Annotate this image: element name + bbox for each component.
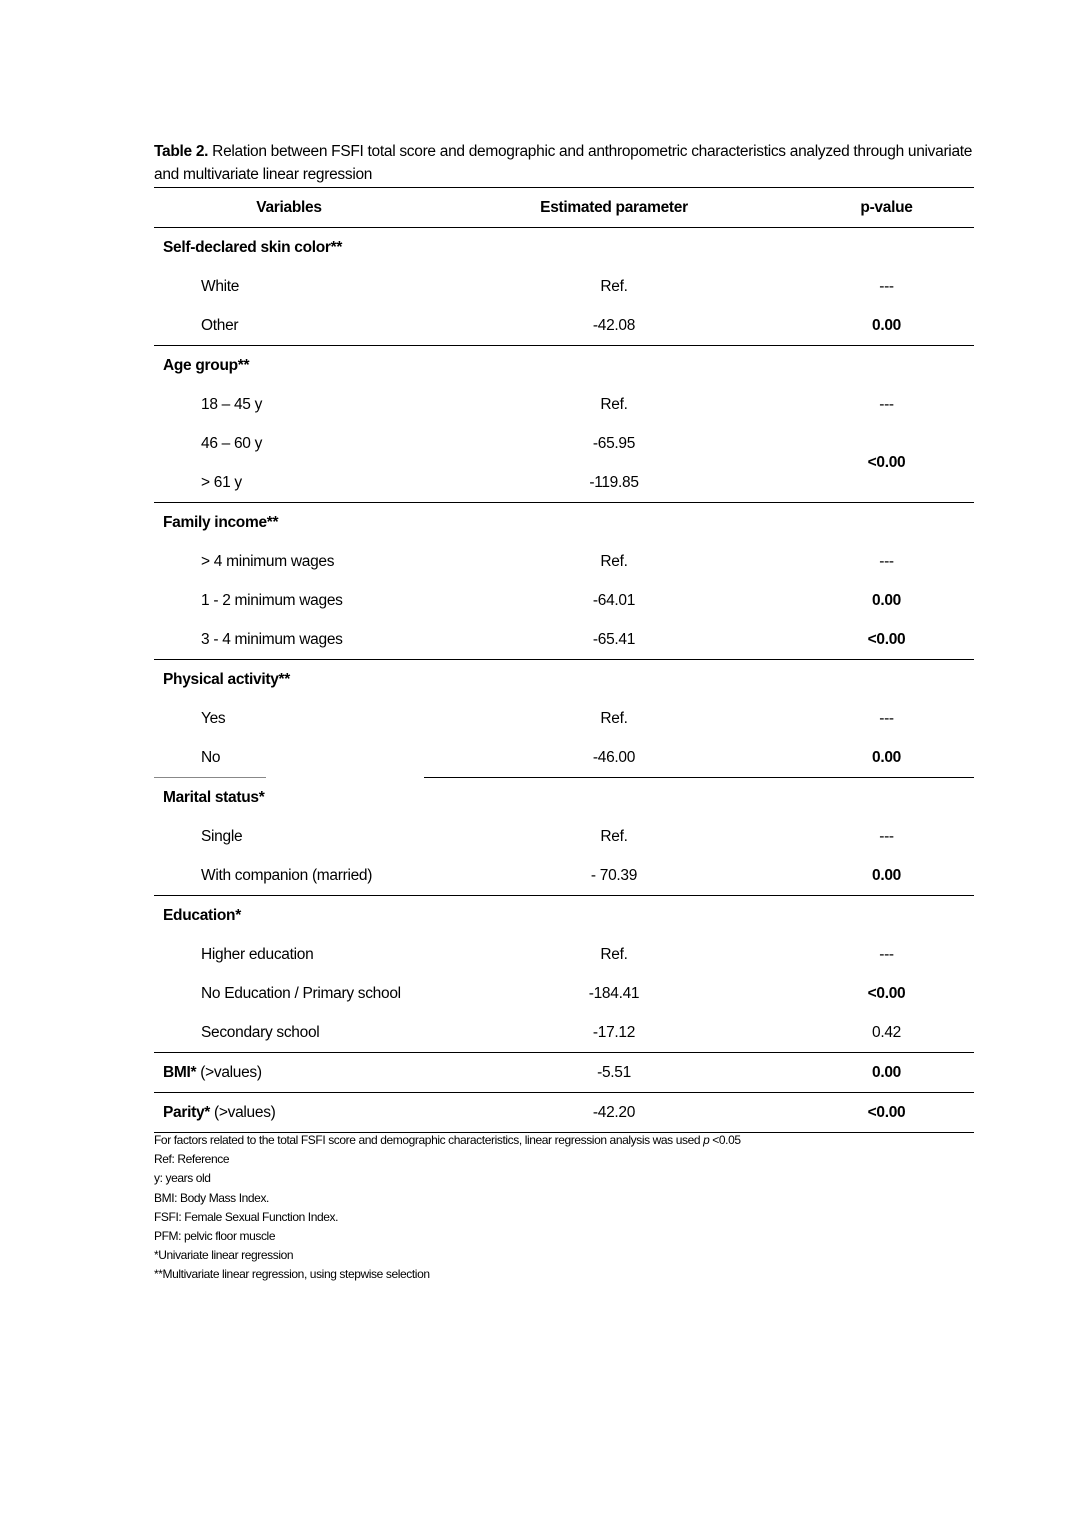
group-title: Family income** — [163, 514, 279, 531]
row-estimate: - 70.39 — [590, 867, 638, 884]
row-pvalue: --- — [879, 278, 894, 295]
table-row-parity — [154, 1093, 974, 1132]
row-estimate: -42.08 — [592, 317, 636, 334]
row-pvalue: <0.00 — [867, 985, 906, 1002]
merged-pvalue: <0.00 — [867, 454, 906, 471]
parity-title: Parity* — [163, 1104, 211, 1121]
note-p-symbol: p — [703, 1133, 710, 1147]
row-pvalue: --- — [879, 710, 894, 727]
row-estimate: -5.51 — [597, 1064, 631, 1081]
group-title: Age group** — [163, 357, 250, 374]
bmi-title: BMI* — [163, 1064, 197, 1081]
note-line: Ref: Reference — [154, 1152, 230, 1167]
group-title: Physical activity** — [163, 671, 290, 688]
table-row — [154, 542, 974, 581]
row-pvalue: 0.00 — [872, 317, 901, 334]
table-row — [154, 1013, 974, 1052]
group-title-row — [154, 503, 974, 542]
row-estimate: -119.85 — [589, 474, 639, 491]
note-line: **Multivariate linear regression, using stepwise selection — [154, 1267, 430, 1282]
table-row — [154, 817, 974, 856]
note-line: *Univariate linear regression — [154, 1248, 294, 1263]
row-label: 3 - 4 minimum wages — [201, 631, 343, 648]
row-estimate: -46.00 — [592, 749, 636, 766]
bmi-suffix: (>values) — [196, 1064, 262, 1081]
row-label: Secondary school — [201, 1024, 320, 1041]
table-row — [154, 306, 974, 345]
row-pvalue: 0.00 — [872, 749, 901, 766]
row-pvalue: <0.00 — [867, 631, 906, 648]
table-title: Relation between FSFI total score and demographic and anthropometric characteristics analyzed through univariate and multivariate linear regression — [154, 143, 973, 183]
row-label: 1 - 2 minimum wages — [201, 592, 343, 609]
table-row — [154, 385, 974, 424]
row-pvalue: --- — [879, 828, 894, 845]
group-title: Marital status* — [163, 789, 265, 806]
regression-table — [154, 187, 974, 1133]
row-pvalue: --- — [879, 553, 894, 570]
parity-suffix: (>values) — [210, 1104, 276, 1121]
table-row — [154, 935, 974, 974]
table-label: Table 2. — [154, 143, 209, 160]
table-row — [154, 581, 974, 620]
row-estimate: -65.95 — [592, 435, 636, 452]
merged-block — [154, 424, 974, 502]
row-pvalue: 0.42 — [872, 1024, 901, 1041]
row-estimate: Ref. — [600, 710, 628, 727]
row-pvalue: 0.00 — [872, 1064, 901, 1081]
group-title: Self-declared skin color** — [163, 239, 343, 256]
row-label: 46 – 60 y — [201, 435, 263, 452]
group-title-row — [154, 346, 974, 385]
table-caption — [154, 140, 974, 186]
group-title: Education* — [163, 907, 241, 924]
row-estimate: Ref. — [600, 278, 628, 295]
row-label: 18 – 45 y — [201, 396, 263, 413]
row-estimate: -17.12 — [592, 1024, 636, 1041]
row-estimate: Ref. — [600, 946, 628, 963]
note-line — [154, 1131, 974, 1150]
row-estimate: -64.01 — [592, 592, 636, 609]
table-row — [154, 267, 974, 306]
row-label: No Education / Primary school — [201, 985, 401, 1002]
table-row — [154, 856, 974, 895]
row-label: Other — [201, 317, 239, 334]
table-notes — [154, 1131, 974, 1285]
row-estimate: Ref. — [600, 396, 628, 413]
group-title-row — [154, 660, 974, 699]
row-label: Single — [201, 828, 243, 845]
table-row-bmi — [154, 1053, 974, 1092]
group-title-row — [154, 896, 974, 935]
note-line: BMI: Body Mass Index. — [154, 1190, 269, 1205]
table-header — [154, 188, 974, 227]
row-label: No — [201, 749, 221, 766]
row-label: Yes — [201, 710, 226, 727]
table-row — [154, 699, 974, 738]
note-threshold: <0.05 — [709, 1133, 741, 1147]
note-line: FSFI: Female Sexual Function Index. — [154, 1209, 339, 1224]
row-estimate: -65.41 — [592, 631, 636, 648]
row-label — [163, 1093, 276, 1132]
row-pvalue: --- — [879, 946, 894, 963]
row-label: > 61 y — [201, 474, 242, 491]
header-pvalue: p-value — [860, 199, 913, 216]
row-estimate: -184.41 — [588, 985, 640, 1002]
group-title-row — [154, 778, 974, 817]
note-text: For factors related to the total FSFI score and demographic characteristics, linear regression analysis was used — [154, 1133, 704, 1147]
row-pvalue: 0.00 — [872, 592, 901, 609]
row-label — [163, 1053, 262, 1092]
row-estimate: Ref. — [600, 553, 628, 570]
header-variables: Variables — [256, 199, 322, 216]
row-pvalue: --- — [879, 396, 894, 413]
row-pvalue: <0.00 — [867, 1104, 906, 1121]
table-row — [154, 620, 974, 659]
row-label: > 4 minimum wages — [201, 553, 335, 570]
table-row — [154, 738, 974, 777]
row-pvalue: 0.00 — [872, 867, 901, 884]
note-line: y: years old — [154, 1171, 211, 1186]
row-label: Higher education — [201, 946, 314, 963]
table-row — [154, 974, 974, 1013]
header-estimate: Estimated parameter — [540, 199, 688, 216]
row-estimate: -42.20 — [592, 1104, 636, 1121]
note-line: PFM: pelvic floor muscle — [154, 1229, 276, 1244]
row-label: White — [201, 278, 240, 295]
group-title-row — [154, 228, 974, 267]
row-estimate: Ref. — [600, 828, 628, 845]
row-label: With companion (married) — [201, 867, 373, 884]
